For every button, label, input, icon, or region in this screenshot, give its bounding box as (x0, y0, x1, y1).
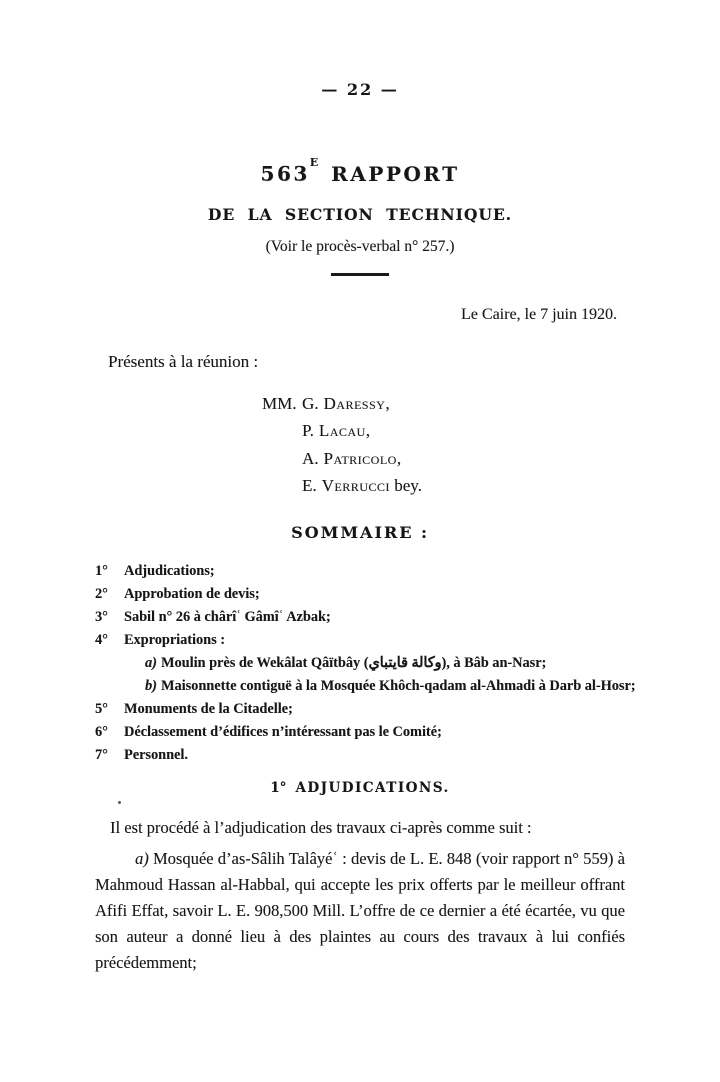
attendee-row (262, 390, 720, 418)
report-ordinal: E (309, 156, 319, 169)
attendee-suffix: , (365, 421, 370, 441)
attendee-initial: P. (302, 421, 314, 441)
summary-item (95, 744, 640, 767)
page-number: — 22 — (321, 80, 399, 99)
section-heading-number: 1° (270, 779, 287, 796)
report-title (0, 157, 720, 187)
summary-list (95, 560, 640, 767)
summary-item (95, 698, 640, 721)
summary-subitem (95, 652, 640, 675)
attendee-initial: A. (302, 448, 319, 468)
attendee-surname: Lacau (318, 421, 366, 441)
summary-item-number: 3° (95, 608, 108, 625)
summary-item (95, 629, 640, 652)
paragraph-intro: Il est procédé à l’adjudication des travaux ci-après comme suit : (110, 817, 532, 837)
paragraph-item-a (95, 846, 625, 976)
attendee-surname: Daressy (323, 393, 386, 413)
attendee-initial: E. (302, 476, 317, 496)
summary-subitem-text: Moulin près de Wekâlat Qâïtbây (وكالة قايتباي), à Bâb an-Nasr; (161, 654, 547, 671)
summary-item-number: 6° (95, 723, 108, 740)
attendee-suffix: , (396, 448, 402, 468)
summary-item-text: Déclassement d’édifices n’intéressant pas le Comité; (124, 723, 442, 740)
summary-subitem-letter: b) (145, 677, 157, 694)
dateline: Le Caire, le 7 juin 1920. (461, 305, 617, 323)
summary-subitem-text: Maisonnette contiguë à la Mosquée Khôch-qadam al-Ahmadi à Darb al-Hosr; (161, 677, 636, 694)
report-number: 563 (260, 161, 310, 186)
summary-item-text: Monuments de la Citadelle; (124, 700, 293, 717)
item-a-label: a) (135, 848, 149, 868)
summary-item-text: Sabil n° 26 à chârîʿ Gâmîʿ Azbak; (124, 608, 331, 625)
attendee-row (262, 417, 720, 445)
summary-item-number: 4° (95, 631, 108, 648)
summary-title: SOMMAIRE : (291, 522, 429, 542)
summary-item-text: Expropriations : (124, 631, 226, 648)
summary-item-number: 7° (95, 746, 108, 763)
attendee-prefix: MM. (262, 393, 297, 413)
section-heading (0, 779, 720, 797)
report-reference-line: (Voir le procès-verbal n° 257.) (265, 237, 455, 255)
attendee-suffix: , (385, 393, 390, 413)
summary-item-number: 1° (95, 562, 108, 579)
summary-item-text: Personnel. (124, 746, 188, 763)
ink-speck (118, 801, 121, 804)
summary-item-text: Approbation de devis; (124, 585, 260, 602)
summary-item (95, 560, 640, 583)
attendance-intro: Présents à la réunion : (108, 351, 259, 371)
summary-item-number: 2° (95, 585, 108, 602)
section-heading-text: ADJUDICATIONS. (295, 779, 450, 796)
summary-item (95, 583, 640, 606)
title-divider (331, 273, 389, 276)
attendee-surname: Verrucci (321, 476, 390, 496)
report-title-word: RAPPORT (331, 161, 460, 186)
summary-subitem (95, 675, 640, 698)
attendee-row (262, 445, 720, 473)
summary-subitem-letter: a) (145, 654, 157, 671)
item-a-text: Mosquée d’as-Sâlih Talâyéʿ : devis de L. E. 848 (voir rapport n° 559) à Mahmoud Hassan al-Habbal, qui accepte les prix offerts par le meilleur offrant Afifi Effat, savoir L. E. 908,500 Mill. L’offre de ce dernier a été écartée, vu que son auteur a donné lieu à des plaintes au cours des travaux à lui confiés précédemment; (95, 848, 625, 972)
attendee-suffix: bey. (389, 476, 422, 496)
summary-item-number: 5° (95, 700, 108, 717)
attendee-surname: Patricolo (323, 448, 397, 468)
attendee-initial: G. (302, 393, 319, 413)
report-section-line: DE LA SECTION TECHNIQUE. (207, 204, 513, 224)
attendee-row (262, 472, 720, 500)
attendees-list (262, 390, 720, 500)
summary-item-text: Adjudications; (124, 562, 215, 579)
summary-item (95, 721, 640, 744)
summary-item (95, 606, 640, 629)
